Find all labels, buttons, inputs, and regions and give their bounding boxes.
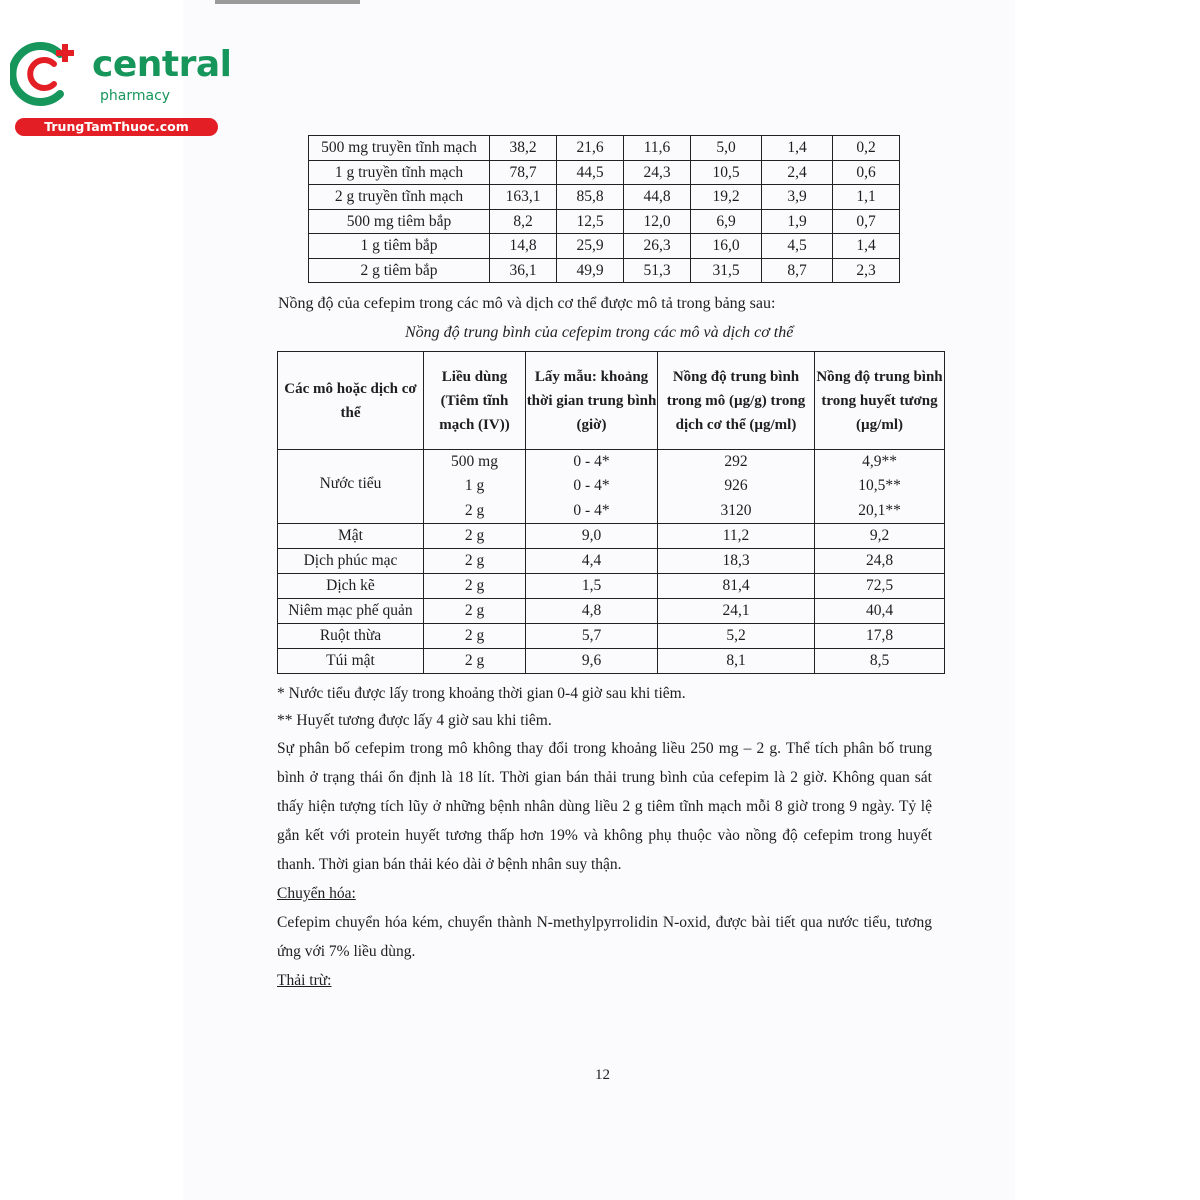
cell-value: 4,5	[762, 234, 833, 259]
table-row	[278, 649, 945, 674]
cell-urine-sampling	[526, 450, 658, 524]
table-row	[309, 185, 900, 210]
cell-plasma: 17,8	[815, 624, 945, 649]
table-row	[309, 234, 900, 259]
cell-regimen: 2 g truyền tĩnh mạch	[309, 185, 490, 210]
footnote-urine: * Nước tiểu được lấy trong khoảng thời gian 0-4 giờ sau khi tiêm.	[277, 685, 686, 702]
cell-value: 0,2	[833, 136, 900, 161]
cell-text: 4,9**	[862, 453, 897, 470]
cell-value: 8,2	[490, 209, 557, 234]
logo-website: TrungTamThuoc.com	[15, 118, 218, 136]
cell-sampling: 9,0	[526, 524, 658, 549]
central-pharmacy-logo[interactable]	[10, 36, 232, 136]
cell-plasma: 9,2	[815, 524, 945, 549]
table-row-urine	[278, 450, 945, 524]
cell-value: 44,5	[557, 160, 624, 185]
cell-text: 20,1**	[858, 501, 901, 519]
cell-conc: 24,1	[658, 599, 815, 624]
cell-text: 0 - 4*	[573, 477, 610, 495]
cell-urine-tissue	[658, 450, 815, 524]
table-row	[309, 258, 900, 283]
cell-text: 500 mg	[451, 453, 498, 470]
header-tissue-concentration: Nồng độ trung bình trong mô (µg/g) trong dịch cơ thể (µg/ml)	[658, 352, 815, 450]
cell-regimen: 1 g tiêm bắp	[309, 234, 490, 259]
cell-value: 31,5	[691, 258, 762, 283]
cell-text: 0 - 4*	[573, 453, 610, 470]
header-tissue: Các mô hoặc dịch cơ thể	[278, 352, 424, 450]
cell-dose: 2 g	[424, 624, 526, 649]
cell-text: 3120	[720, 501, 752, 519]
cell-conc: 8,1	[658, 649, 815, 674]
table-row	[278, 599, 945, 624]
cell-tissue: Dịch kẽ	[278, 574, 424, 599]
cell-conc: 18,3	[658, 549, 815, 574]
cell-sampling: 4,8	[526, 599, 658, 624]
cell-value: 10,5	[691, 160, 762, 185]
cell-dose: 2 g	[424, 524, 526, 549]
cell-value: 78,7	[490, 160, 557, 185]
cell-value: 25,9	[557, 234, 624, 259]
cell-sampling: 5,7	[526, 624, 658, 649]
cell-value: 16,0	[691, 234, 762, 259]
cell-conc: 11,2	[658, 524, 815, 549]
cell-value: 1,4	[762, 136, 833, 161]
cell-value: 1,9	[762, 209, 833, 234]
cell-value: 38,2	[490, 136, 557, 161]
cell-tissue: Mật	[278, 524, 424, 549]
cell-urine-plasma	[815, 450, 945, 524]
table-title: Nồng độ trung bình của cefepim trong các mô và dịch cơ thể	[405, 324, 794, 341]
cell-conc: 81,4	[658, 574, 815, 599]
cell-value: 85,8	[557, 185, 624, 210]
cell-value: 163,1	[490, 185, 557, 210]
cell-text: 2 g	[464, 501, 485, 519]
cell-tissue: Túi mật	[278, 649, 424, 674]
cell-value: 12,5	[557, 209, 624, 234]
cell-text: 10,5**	[858, 477, 901, 495]
cell-value: 44,8	[624, 185, 691, 210]
cell-regimen: 500 mg truyền tĩnh mạch	[309, 136, 490, 161]
table-row	[278, 624, 945, 649]
cell-text: 926	[724, 477, 748, 495]
cell-conc: 5,2	[658, 624, 815, 649]
table-row	[278, 574, 945, 599]
cell-urine-label: Nước tiểu	[278, 450, 424, 524]
cell-tissue: Niêm mạc phế quản	[278, 599, 424, 624]
cell-value: 12,0	[624, 209, 691, 234]
cell-sampling: 9,6	[526, 649, 658, 674]
cell-value: 5,0	[691, 136, 762, 161]
central-c-cross-icon	[10, 40, 82, 106]
table-header-row	[278, 352, 945, 450]
footnote-plasma: ** Huyết tương được lấy 4 giờ sau khi tiêm.	[277, 712, 552, 729]
cell-value: 6,9	[691, 209, 762, 234]
header-dose: Liều dùng (Tiêm tĩnh mạch (IV))	[424, 352, 526, 450]
cell-value: 19,2	[691, 185, 762, 210]
cell-value: 3,9	[762, 185, 833, 210]
cell-dose: 2 g	[424, 599, 526, 624]
cell-sampling: 1,5	[526, 574, 658, 599]
cell-value: 1,1	[833, 185, 900, 210]
cell-value: 2,4	[762, 160, 833, 185]
cell-tissue: Dịch phúc mạc	[278, 549, 424, 574]
logo-subtitle: pharmacy	[100, 88, 171, 104]
cell-plasma: 24,8	[815, 549, 945, 574]
table-row	[278, 549, 945, 574]
cell-tissue: Ruột thừa	[278, 624, 424, 649]
plasma-concentration-table	[308, 135, 900, 283]
cell-value: 14,8	[490, 234, 557, 259]
table-row	[309, 136, 900, 161]
cell-urine-doses	[424, 450, 526, 524]
body-text	[277, 680, 932, 995]
cell-sampling: 4,4	[526, 549, 658, 574]
cell-value: 0,6	[833, 160, 900, 185]
cell-text: 1 g	[464, 477, 485, 495]
cell-value: 2,3	[833, 258, 900, 283]
cell-value: 21,6	[557, 136, 624, 161]
logo-brand-name: central	[92, 44, 232, 85]
cell-value: 8,7	[762, 258, 833, 283]
cell-plasma: 72,5	[815, 574, 945, 599]
page-number: 12	[595, 1067, 610, 1083]
cell-text: 292	[724, 453, 748, 470]
tissue-concentration-table	[277, 351, 945, 674]
cell-regimen: 1 g truyền tĩnh mạch	[309, 160, 490, 185]
cell-dose: 2 g	[424, 649, 526, 674]
intro-sentence: Nồng độ của cefepim trong các mô và dịch cơ thể được mô tả trong bảng sau:	[278, 295, 776, 312]
table-row	[309, 160, 900, 185]
cell-value: 0,7	[833, 209, 900, 234]
metabolism-heading: Chuyển hóa:	[277, 885, 356, 902]
cell-text: 0 - 4*	[573, 501, 610, 519]
table-row	[278, 524, 945, 549]
header-plasma-concentration: Nồng độ trung bình trong huyết tương (µg/ml)	[815, 352, 945, 450]
cell-value: 51,3	[624, 258, 691, 283]
cell-value: 1,4	[833, 234, 900, 259]
cell-dose: 2 g	[424, 549, 526, 574]
cell-value: 49,9	[557, 258, 624, 283]
cell-value: 36,1	[490, 258, 557, 283]
cell-regimen: 2 g tiêm bắp	[309, 258, 490, 283]
cell-value: 24,3	[624, 160, 691, 185]
cell-dose: 2 g	[424, 574, 526, 599]
excretion-heading: Thải trừ:	[277, 972, 332, 989]
cell-value: 26,3	[624, 234, 691, 259]
header-sampling: Lấy mẫu: khoảng thời gian trung bình (giờ)	[526, 352, 658, 450]
metabolism-paragraph: Cefepim chuyển hóa kém, chuyển thành N-methylpyrrolidin N-oxid, được bài tiết qua nước tiểu, tương ứng với 7% liều dùng.	[277, 914, 932, 960]
page-top-edge	[215, 0, 360, 4]
cell-plasma: 8,5	[815, 649, 945, 674]
cell-regimen: 500 mg tiêm bắp	[309, 209, 490, 234]
cell-value: 11,6	[624, 136, 691, 161]
distribution-paragraph: Sự phân bố cefepim trong mô không thay đổi trong khoảng liều 250 mg – 2 g. Thể tích phân bố trung bình ở trạng thái ổn định là 18 lít. Thời gian bán thải trung bình của cefepim là 2 giờ. Không quan sát thấy hiện tượng tích lũy ở những bệnh nhân dùng liều 2 g tiêm tĩnh mạch mỗi 8 giờ trong 9 ngày. Tỷ lệ gắn kết với protein huyết tương thấp hơn 19% và không phụ thuộc vào nồng độ cefepim trong huyết thanh. Thời gian bán thải kéo dài ở bệnh nhân suy thận.	[277, 740, 932, 873]
cell-plasma: 40,4	[815, 599, 945, 624]
table-row	[309, 209, 900, 234]
